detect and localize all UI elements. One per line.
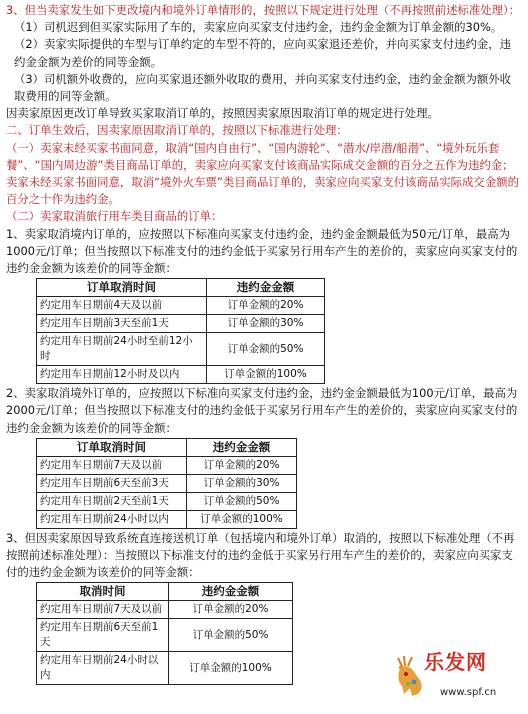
watermark-url: www.spf.cn <box>440 687 497 698</box>
site-watermark <box>390 648 522 706</box>
table-header-row <box>37 279 325 297</box>
cancel-time-cell: 约定用车日期前6天至前3天 <box>37 474 187 492</box>
table-header-row <box>37 583 293 601</box>
overseas-penalty-table <box>36 438 297 529</box>
col-cancel-time: 订单取消时间 <box>37 279 207 297</box>
cancel-time-cell: 约定用车日期前24小时至前12小时 <box>37 333 207 366</box>
section-3-title: 3、但当卖家发生如下更改境内和境外订单情形的，按照以下规定进行处理（不再按照前述标准处理）： <box>6 3 521 17</box>
cancel-time-cell: 约定用车日期前2天至前1天 <box>37 492 187 510</box>
cancel-time-cell: 约定用车日期前7天及以前 <box>37 601 169 619</box>
section-3-item-1: （1）司机迟到但买家实际用了车的，卖家应向买家支付违约金，违约金金额为订单金额的30%。 <box>14 20 503 35</box>
table-row <box>37 510 297 528</box>
col-penalty-amount: 违约金金额 <box>187 438 297 456</box>
penalty-cell: 订单金额的50% <box>169 619 293 652</box>
section-2-1-text: （一）卖家未经买家书面同意，取消“国内自由行”、“国内游轮”、“潜水/岸潜/船潜”、“境外玩乐套餐”、“国内周边游”类目商品订单的，卖家应向买家支付该商品实际成交金额的百分之五作为违约金；卖家未经买家书面同意，取消“境外火车票”类目商品订单的，卖家应向买家支付该商品实际成交金额的百分之十作为违约金。 <box>6 140 519 207</box>
section-3-item-3: （3）司机额外收费的，应向买家退还额外收取的费用，并向买家支付违约金，违约金金额为额外收取费用的同等金额。 <box>14 71 512 104</box>
table-row <box>37 333 325 366</box>
cancel-time-cell: 约定用车日期前4天及以前 <box>37 297 207 315</box>
cancel-time-cell: 约定用车日期前12小时及以内 <box>37 366 207 384</box>
penalty-cell: 订单金额的20% <box>187 456 297 474</box>
table-row <box>37 652 293 685</box>
section-3-note: 因卖家原因更改订单导致买家取消订单的，按照因卖家原因取消订单的规定进行处理。 <box>6 106 439 121</box>
domestic-cancel-paragraph: 1、卖家取消境内订单的，应按照以下标准向买家支付违约金，违约金金额最低为50元/订单，最高为1000元/订单；但当按照以下标准支付的违约金低于买家另行用车产生的差价的，卖家应向买家支付的违约金金额为该差价的同等金额： <box>6 226 518 276</box>
cancel-time-cell: 约定用车日期前6天至前1天 <box>37 619 169 652</box>
cancel-time-cell: 约定用车日期前24小时以内 <box>37 510 187 528</box>
penalty-cell: 订单金额的20% <box>169 601 293 619</box>
section-2-2-title: （二）卖家取消旅行用车类目商品的订单： <box>6 209 223 224</box>
col-penalty-amount: 违约金金额 <box>207 279 325 297</box>
table-row <box>37 619 293 652</box>
direct-connect-paragraph: 3、但因卖家原因导致系统直连接送机订单（包括境内和境外订单）取消的，按照以下标准处理（不再按照前述标准处理）：当按照以下标准支付的违约金低于买家另行用车产生的差价的，卖家应向买家支付的违约金金额为该差价的同等金额： <box>6 530 515 580</box>
table-row <box>37 456 297 474</box>
penalty-cell: 订单金额的20% <box>207 297 325 315</box>
penalty-cell: 订单金额的100% <box>207 366 325 384</box>
table-row <box>37 474 297 492</box>
cancel-time-cell: 约定用车日期前24小时以内 <box>37 652 169 685</box>
table-row <box>37 492 297 510</box>
watermark-brand: 乐发网 <box>424 650 487 674</box>
table-row <box>37 366 325 384</box>
penalty-cell: 订单金额的50% <box>187 492 297 510</box>
table-row <box>37 601 293 619</box>
penalty-cell: 订单金额的100% <box>187 510 297 528</box>
domestic-penalty-table <box>36 278 325 384</box>
penalty-cell: 订单金额的30% <box>207 315 325 333</box>
penalty-cell: 订单金额的50% <box>207 333 325 366</box>
cancel-time-cell: 约定用车日期前3天至前1天 <box>37 315 207 333</box>
table-header-row <box>37 438 297 456</box>
table-row <box>37 297 325 315</box>
direct-connect-penalty-table <box>36 582 293 685</box>
penalty-cell: 订单金额的100% <box>169 652 293 685</box>
cancel-time-cell: 约定用车日期前7天及以前 <box>37 456 187 474</box>
col-cancel-time: 取消时间 <box>37 583 169 601</box>
col-cancel-time: 订单取消时间 <box>37 438 187 456</box>
section-2-title: 二、订单生效后，因卖家原因取消订单的，按照以下标准进行处理： <box>6 123 348 138</box>
table-row <box>37 315 325 333</box>
penalty-cell: 订单金额的30% <box>187 474 297 492</box>
overseas-cancel-paragraph: 2、卖家取消境外订单的，应按照以下标准向买家支付违约金，违约金金额最低为100元/订单，最高为2000元/订单；但当按照以下标准支付的违约金低于买家另行用车产生的差价的，卖家应向买家支付的违约金金额为该差价的同等金额： <box>6 386 518 435</box>
section-3-item-2: （2）卖家实际提供的车型与订单约定的车型不符的，应向买家退还差价，并向买家支付违约金，违约金金额为差价的同等金额。 <box>14 37 512 69</box>
col-penalty-amount: 违约金金额 <box>169 583 293 601</box>
